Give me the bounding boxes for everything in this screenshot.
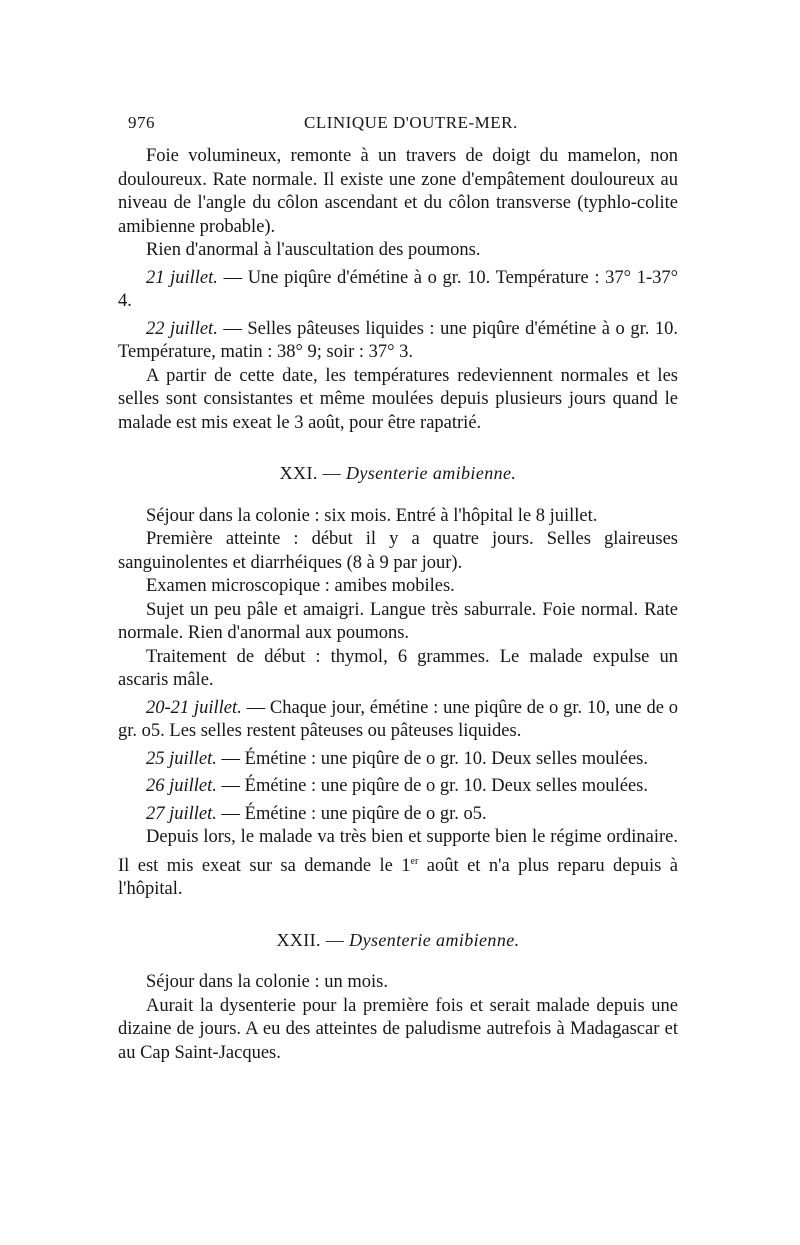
case-number: XXI. — — [279, 463, 342, 483]
case-heading-xxii — [118, 929, 678, 953]
case-heading-xxi — [118, 462, 678, 486]
page-body — [118, 145, 678, 1065]
entry-text: — Émétine : une piqûre de o gr. o5. — [221, 803, 487, 824]
paragraph-examen: Examen microscopique : amibes mobiles. — [146, 576, 455, 596]
entry-text: — Une piqûre d'émétine à o gr. 10. Température : 37° 1-37° 4. — [118, 267, 679, 311]
entry-text: — Émétine : une piqûre de o gr. 10. Deux selles moulées. — [221, 776, 648, 796]
superscript: er — [410, 855, 419, 867]
entry-date: 20-21 juillet. — [146, 697, 242, 718]
entry-22-juillet — [118, 318, 678, 365]
paragraph-poumons: Rien d'anormal à l'auscultation des poumons. — [146, 240, 481, 260]
paragraph-traitement: Traitement de début : thymol, 6 grammes. Le malade expulse un ascaris mâle. — [118, 646, 678, 690]
entry-text: — Chaque jour, émétine : une piqûre de o gr. 10, une de o gr. o5. Les selles restent pâteuses ou pâteuses liquides. — [118, 697, 678, 741]
paragraph-foie: Foie volumineux, remonte à un travers de doigt du mamelon, non douloureux. Rate normale. Il existe une zone d'empâtement douloureux au niveau de l'angle du côlon ascendant et du côlon transverse (typhlo-colite amibienne probable). — [118, 146, 678, 237]
depuis-end-text: août et n'a plus reparu depuis à l'hôpital. — [118, 855, 679, 900]
entry-26-juillet — [118, 775, 678, 799]
entry-date: 25 juillet. — [146, 748, 217, 769]
paragraph-sejour: Séjour dans la colonie : un mois. — [146, 972, 389, 993]
entry-25-juillet — [118, 748, 678, 772]
entry-date: 26 juillet. — [146, 776, 217, 796]
depuis-text: Depuis lors, le malade va très bien et supporte bien le régime ordinaire. Il est mis exeat sur sa demande le 1 — [118, 827, 678, 876]
case-title: Dysenterie amibienne. — [345, 463, 517, 483]
paragraph-sejour: Séjour dans la colonie : six mois. Entré à l'hôpital le 8 juillet. — [146, 505, 598, 526]
entry-21-juillet — [118, 267, 678, 314]
entry-date: 21 juillet. — [146, 267, 218, 288]
paragraph-premiere-atteinte: Première atteinte : début il y a quatre jours. Selles glaireuses sanguinolentes et diarrhéiques (8 à 9 par jour). — [118, 529, 678, 573]
case-number: XXII. — — [276, 929, 345, 950]
paragraph-conclusion: A partir de cette date, les températures redeviennent normales et les selles sont consistantes et même moulées depuis plusieurs jours quand le malade est mis exeat le 3 août, pour être rapatrié. — [118, 365, 678, 433]
page-number: 976 — [128, 113, 155, 132]
entry-text: — Émétine : une piqûre de o gr. 10. Deux selles moulées. — [221, 748, 648, 769]
paragraph-sujet: Sujet un peu pâle et amaigri. Langue très saburrale. Foie normal. Rate normale. Rien d'anormal aux poumons. — [118, 599, 678, 643]
running-header — [128, 113, 680, 141]
entry-date: 27 juillet. — [146, 803, 217, 824]
entry-date: 22 juillet. — [146, 318, 218, 339]
paragraph-aurait: Aurait la dysenterie pour la première fois et serait malade depuis une dizaine de jours. A eu des atteintes de paludisme autrefois à Madagascar et au Cap Saint-Jacques. — [118, 995, 678, 1063]
entry-27-juillet — [118, 803, 678, 827]
entry-20-21-juillet — [118, 697, 678, 744]
paragraph-depuis — [118, 826, 678, 902]
running-title: CLINIQUE D'OUTRE-MER. — [304, 113, 518, 132]
entry-text: — Selles pâteuses liquides : une piqûre d'émétine à o gr. 10. Température, matin : 38° 9; soir : 37° 3. — [118, 318, 678, 362]
case-title: Dysenterie amibienne. — [349, 929, 520, 950]
